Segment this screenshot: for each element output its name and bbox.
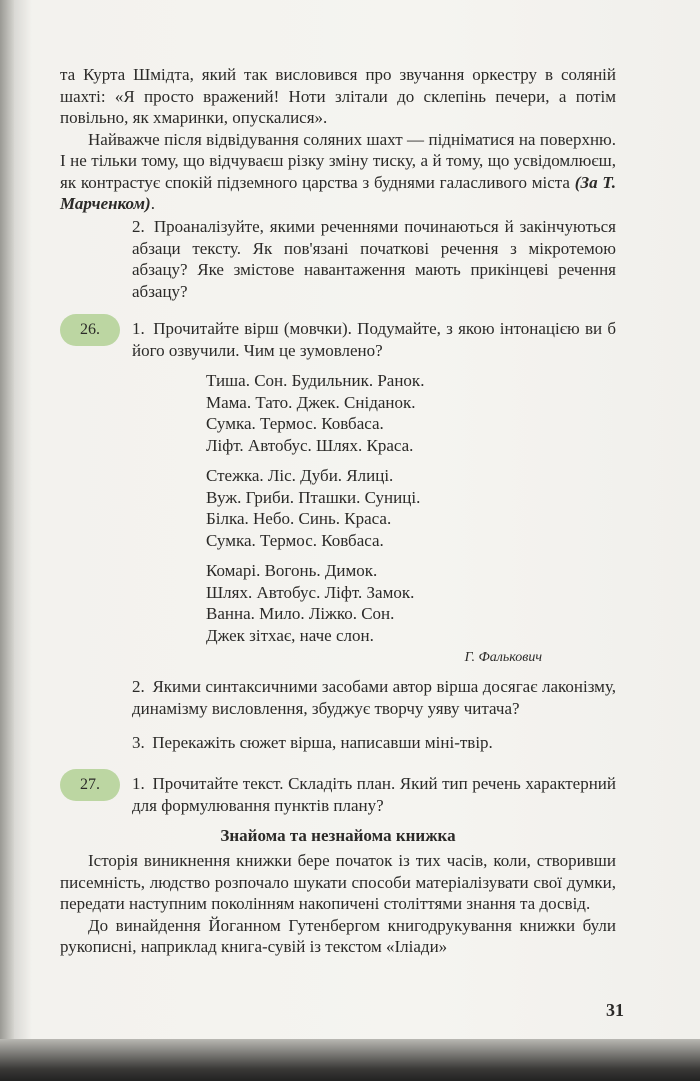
item-number: 2. — [132, 217, 145, 236]
intro-paragraph-1: та Курта Шмідта, який так висловився про звучання оркестру в соляній шахті: «Я просто вражений! Ноти злітали до склепінь печери, а потім повільно, як хмаринки, опускалися». — [60, 65, 616, 127]
item-text: Прочитайте текст. Складіть план. Який тип речень характерний для формулювання пунктів плану? — [132, 774, 617, 815]
poem-stanza-1 — [206, 370, 536, 456]
poem-line: Мама. Тато. Джек. Сніданок. — [206, 392, 416, 412]
intro-text-block — [60, 64, 616, 215]
poem-line: Стежка. Ліс. Дуби. Ялиці. — [206, 466, 394, 485]
book-text-block — [60, 850, 616, 958]
intro-paragraph-2-text: Найважче після відвідування соляних шахт — підніматися на поверхню. І не тільки тому, що відчуваєш різку зміну тиску, а й тому, що усвідомлюєш, як контрастує спокій підземного царства з буднями галасливого міста — [60, 129, 616, 192]
poem-line: Шлях. Автобус. Ліфт. Замок. — [206, 582, 415, 602]
item-text: Перекажіть сюжет вірша, написавши міні-твір. — [152, 733, 493, 752]
intro-paragraph-2-end: . — [150, 194, 155, 213]
poem-line: Вуж. Гриби. Пташки. Суниці. — [206, 487, 421, 507]
poem — [206, 370, 536, 655]
item-text: Проаналізуйте, якими реченнями починаються й закінчуються абзаци тексту. Як пов'язані початкові речення з мікротемою абзацу? Яке змістове навантаження мають прикінцеві речення абзацу? — [132, 217, 617, 301]
book-paragraph-1: Історія виникнення книжки бере початок із тих часів, коли, створивши писемність, людство розпочало шукати способи матеріалізувати свої думки, передати наступним поколінням накопичені століттями знання та досвід. — [60, 851, 616, 913]
poem-stanza-3 — [206, 560, 536, 646]
intro-paragraph-2 — [60, 129, 616, 215]
poem-line: Джек зітхає, наче слон. — [206, 625, 374, 645]
page-gutter-shadow — [0, 0, 14, 1081]
task-26-item-2 — [132, 676, 616, 719]
exercise-badge-26: 26. — [60, 314, 120, 346]
poem-line: Сумка. Термос. Ковбаса. — [206, 530, 384, 550]
poem-line: Ліфт. Автобус. Шлях. Краса. — [206, 435, 414, 455]
text-heading: Знайома та незнайома книжка — [220, 826, 456, 845]
poem-line: Білка. Небо. Синь. Краса. — [206, 509, 392, 528]
book-paragraph-2: До винайдення Йоганном Гутенбергом книгодрукування книжки були рукописні, наприклад книга-сувій із текстом «Іліади» — [60, 915, 616, 956]
poem-line: Сумка. Термос. Ковбаса. — [206, 414, 384, 433]
poem-author: Г. Фалькович — [464, 650, 542, 665]
poem-line: Ванна. Мило. Ліжко. Сон. — [206, 604, 395, 623]
task-25-item-2 — [132, 216, 616, 302]
item-number: 2. — [132, 677, 145, 696]
item-number: 3. — [132, 733, 145, 752]
page-number: 31 — [606, 1000, 624, 1020]
task-27-item-1 — [132, 773, 616, 816]
source-citation: (За Т. Марченком) — [60, 172, 616, 213]
item-number: 1. — [132, 319, 145, 338]
poem-stanza-2 — [206, 465, 536, 551]
page-bottom-edge — [0, 1039, 700, 1081]
poem-line: Тиша. Сон. Будильник. Ранок. — [206, 371, 425, 390]
task-26-item-3 — [132, 732, 616, 754]
poem-line: Комарі. Вогонь. Димок. — [206, 561, 378, 580]
item-number: 1. — [132, 774, 145, 793]
exercise-badge-27: 27. — [60, 769, 120, 801]
task-26-item-1 — [132, 318, 616, 361]
item-text: Прочитайте вірш (мовчки). Подумайте, з якою інтонацією ви б його озвучили. Чим це зумовлено? — [132, 319, 617, 360]
item-text: Якими синтаксичними засобами автор вірша досягає лаконізму, динамізму висловлення, збуджує творчу уяву читача? — [132, 677, 616, 718]
